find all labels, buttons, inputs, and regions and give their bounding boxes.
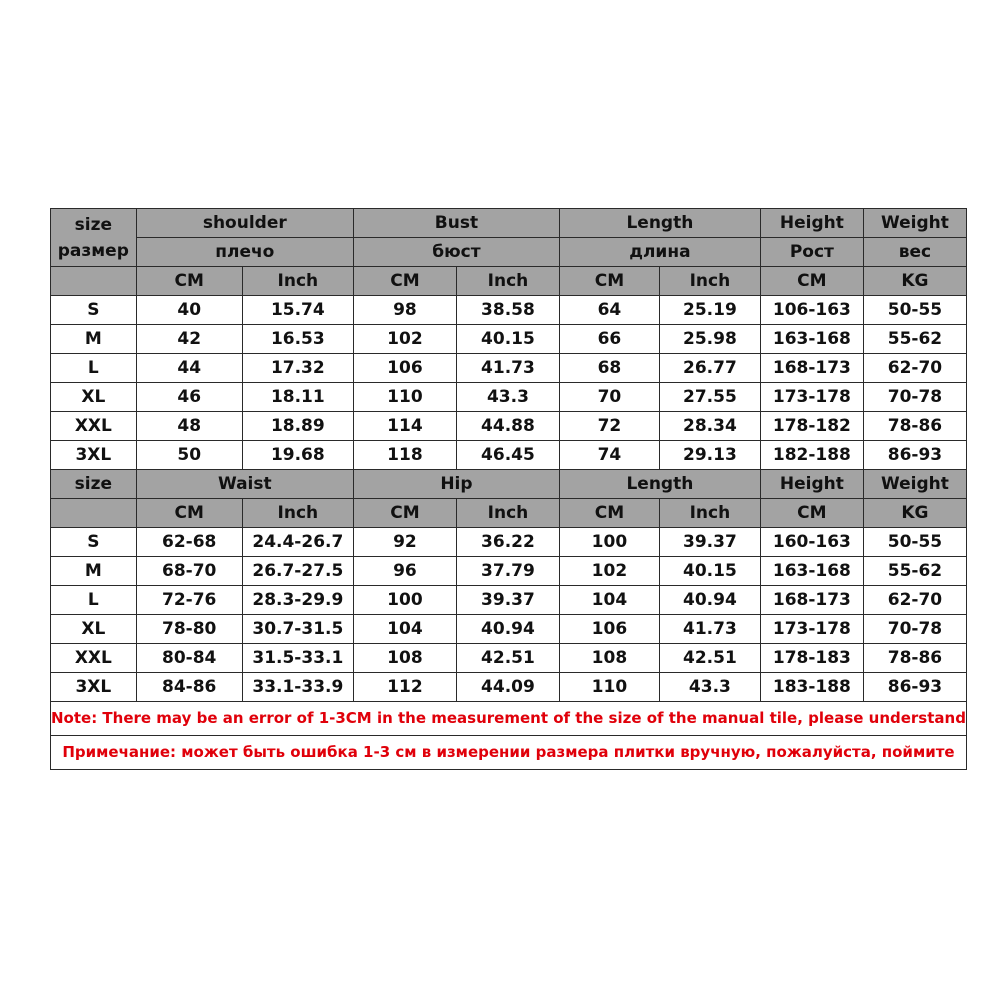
- measurement-cell: 163-168: [760, 557, 863, 586]
- size-cell: L: [51, 586, 137, 615]
- measurement-cell: 39.37: [456, 586, 559, 615]
- measurement-cell: 72: [559, 412, 659, 441]
- measurement-cell: 19.68: [242, 441, 353, 470]
- measurement-cell: 18.89: [242, 412, 353, 441]
- group-header-height: Height: [760, 470, 863, 499]
- unit-header-cell: Inch: [456, 267, 559, 296]
- measurement-cell: 183-188: [760, 673, 863, 702]
- measurement-cell: 50-55: [863, 296, 966, 325]
- measurement-cell: 104: [559, 586, 659, 615]
- top-header-row-en: [51, 209, 967, 238]
- bottom-header-row: [51, 470, 967, 499]
- measurement-cell: 44: [136, 354, 242, 383]
- size-cell: 3XL: [51, 673, 137, 702]
- group-header-bust: Bust: [353, 209, 559, 238]
- group-header-shoulder: shoulder: [136, 209, 353, 238]
- measurement-cell: 74: [559, 441, 659, 470]
- unit-header-cell: Inch: [242, 499, 353, 528]
- measurement-cell: 48: [136, 412, 242, 441]
- group-header-length-ru: длина: [559, 238, 760, 267]
- measurement-cell: 118: [353, 441, 456, 470]
- size-cell: M: [51, 325, 137, 354]
- note-ru: Примечание: может быть ошибка 1-3 см в измерении размера плитки вручную, пожалуйста, поймите: [51, 736, 967, 770]
- measurement-cell: 44.09: [456, 673, 559, 702]
- size-cell: XL: [51, 615, 137, 644]
- measurement-cell: 168-173: [760, 354, 863, 383]
- measurement-cell: 84-86: [136, 673, 242, 702]
- unit-header-cell: CM: [353, 267, 456, 296]
- measurement-cell: 106: [353, 354, 456, 383]
- measurement-cell: 50: [136, 441, 242, 470]
- measurement-cell: 168-173: [760, 586, 863, 615]
- measurement-cell: 36.22: [456, 528, 559, 557]
- size-label-ru: размер: [57, 240, 129, 261]
- measurement-cell: 43.3: [659, 673, 760, 702]
- size-cell: S: [51, 296, 137, 325]
- measurement-cell: 46.45: [456, 441, 559, 470]
- measurement-cell: 25.19: [659, 296, 760, 325]
- measurement-cell: 70-78: [863, 383, 966, 412]
- unit-header-cell: CM: [760, 267, 863, 296]
- size-label: size: [74, 214, 113, 235]
- size-row: [51, 412, 967, 441]
- size-row: [51, 296, 967, 325]
- measurement-cell: 62-70: [863, 586, 966, 615]
- group-header-weight: Weight: [863, 209, 966, 238]
- measurement-cell: 78-86: [863, 644, 966, 673]
- size-chart-body: [51, 209, 967, 296]
- measurement-cell: 26.77: [659, 354, 760, 383]
- note-en: Note: There may be an error of 1-3CM in the measurement of the size of the manual tile, please understand: [51, 702, 967, 736]
- measurement-cell: 78-86: [863, 412, 966, 441]
- measurement-cell: 38.58: [456, 296, 559, 325]
- measurement-cell: 70: [559, 383, 659, 412]
- group-header-hip: Hip: [353, 470, 559, 499]
- size-cell: M: [51, 557, 137, 586]
- measurement-cell: 46: [136, 383, 242, 412]
- measurement-cell: 25.98: [659, 325, 760, 354]
- unit-header-cell: KG: [863, 499, 966, 528]
- bottom-unit-row: [51, 499, 967, 528]
- measurement-cell: 40: [136, 296, 242, 325]
- measurement-cell: 18.11: [242, 383, 353, 412]
- group-header-waist: Waist: [136, 470, 353, 499]
- measurement-cell: 108: [353, 644, 456, 673]
- measurement-cell: 178-182: [760, 412, 863, 441]
- top-unit-size-blank: [51, 267, 137, 296]
- measurement-cell: 62-70: [863, 354, 966, 383]
- measurement-cell: 27.55: [659, 383, 760, 412]
- measurement-cell: 100: [559, 528, 659, 557]
- measurement-cell: 173-178: [760, 615, 863, 644]
- measurement-cell: 66: [559, 325, 659, 354]
- unit-header-cell: Inch: [659, 267, 760, 296]
- size-cell: XL: [51, 383, 137, 412]
- size-cell: XXL: [51, 644, 137, 673]
- measurement-cell: 173-178: [760, 383, 863, 412]
- measurement-cell: 102: [353, 325, 456, 354]
- measurement-cell: 96: [353, 557, 456, 586]
- measurement-cell: 92: [353, 528, 456, 557]
- measurement-cell: 50-55: [863, 528, 966, 557]
- measurement-cell: 16.53: [242, 325, 353, 354]
- measurement-cell: 70-78: [863, 615, 966, 644]
- measurement-cell: 37.79: [456, 557, 559, 586]
- measurement-cell: 68: [559, 354, 659, 383]
- bottom-size-label-cell: size: [51, 470, 137, 499]
- top-header-row-ru: [51, 238, 967, 267]
- size-row: [51, 673, 967, 702]
- measurement-cell: 55-62: [863, 325, 966, 354]
- measurement-cell: 106-163: [760, 296, 863, 325]
- measurement-cell: 80-84: [136, 644, 242, 673]
- measurement-cell: 78-80: [136, 615, 242, 644]
- measurement-cell: 40.15: [659, 557, 760, 586]
- measurement-cell: 64: [559, 296, 659, 325]
- measurement-cell: 114: [353, 412, 456, 441]
- size-row: [51, 528, 967, 557]
- measurement-cell: 62-68: [136, 528, 242, 557]
- measurement-cell: 41.73: [456, 354, 559, 383]
- measurement-cell: 41.73: [659, 615, 760, 644]
- size-row: [51, 615, 967, 644]
- top-size-label-cell: [51, 209, 137, 267]
- measurement-cell: 43.3: [456, 383, 559, 412]
- group-header-length: Length: [559, 209, 760, 238]
- note-row-ru: [51, 736, 967, 770]
- group-header-length: Length: [559, 470, 760, 499]
- unit-header-cell: CM: [760, 499, 863, 528]
- size-row: [51, 557, 967, 586]
- measurement-cell: 110: [559, 673, 659, 702]
- measurement-cell: 68-70: [136, 557, 242, 586]
- measurement-cell: 28.3-29.9: [242, 586, 353, 615]
- note-row-en: [51, 702, 967, 736]
- size-cell: XXL: [51, 412, 137, 441]
- measurement-cell: 160-163: [760, 528, 863, 557]
- measurement-cell: 40.15: [456, 325, 559, 354]
- top-unit-row: [51, 267, 967, 296]
- measurement-cell: 178-183: [760, 644, 863, 673]
- group-header-bust-ru: бюст: [353, 238, 559, 267]
- size-row: [51, 325, 967, 354]
- size-cell: S: [51, 528, 137, 557]
- measurement-cell: 86-93: [863, 441, 966, 470]
- unit-header-cell: Inch: [242, 267, 353, 296]
- measurement-cell: 33.1-33.9: [242, 673, 353, 702]
- bottom-unit-size-blank: [51, 499, 137, 528]
- measurement-cell: 98: [353, 296, 456, 325]
- group-header-height: Height: [760, 209, 863, 238]
- measurement-cell: 42: [136, 325, 242, 354]
- measurement-cell: 55-62: [863, 557, 966, 586]
- measurement-cell: 44.88: [456, 412, 559, 441]
- group-header-shoulder-ru: плечо: [136, 238, 353, 267]
- measurement-cell: 72-76: [136, 586, 242, 615]
- bottom-header-body: [51, 470, 967, 528]
- size-row: [51, 354, 967, 383]
- unit-header-cell: CM: [559, 499, 659, 528]
- measurement-cell: 28.34: [659, 412, 760, 441]
- size-row: [51, 441, 967, 470]
- measurement-cell: 30.7-31.5: [242, 615, 353, 644]
- unit-header-cell: CM: [353, 499, 456, 528]
- measurement-cell: 110: [353, 383, 456, 412]
- unit-header-cell: KG: [863, 267, 966, 296]
- size-chart-table: [50, 208, 967, 770]
- measurement-cell: 15.74: [242, 296, 353, 325]
- notes-body: [51, 702, 967, 770]
- measurement-cell: 40.94: [659, 586, 760, 615]
- measurement-cell: 24.4-26.7: [242, 528, 353, 557]
- group-header-height-ru: Рост: [760, 238, 863, 267]
- top-data-body: [51, 296, 967, 470]
- measurement-cell: 39.37: [659, 528, 760, 557]
- measurement-cell: 31.5-33.1: [242, 644, 353, 673]
- size-row: [51, 383, 967, 412]
- measurement-cell: 40.94: [456, 615, 559, 644]
- measurement-cell: 108: [559, 644, 659, 673]
- size-row: [51, 586, 967, 615]
- measurement-cell: 86-93: [863, 673, 966, 702]
- group-header-weight-ru: вес: [863, 238, 966, 267]
- measurement-cell: 26.7-27.5: [242, 557, 353, 586]
- measurement-cell: 42.51: [659, 644, 760, 673]
- group-header-weight: Weight: [863, 470, 966, 499]
- unit-header-cell: CM: [136, 499, 242, 528]
- measurement-cell: 102: [559, 557, 659, 586]
- size-cell: L: [51, 354, 137, 383]
- measurement-cell: 182-188: [760, 441, 863, 470]
- measurement-cell: 104: [353, 615, 456, 644]
- unit-header-cell: CM: [136, 267, 242, 296]
- size-cell: 3XL: [51, 441, 137, 470]
- unit-header-cell: Inch: [456, 499, 559, 528]
- size-row: [51, 644, 967, 673]
- measurement-cell: 112: [353, 673, 456, 702]
- measurement-cell: 163-168: [760, 325, 863, 354]
- unit-header-cell: Inch: [659, 499, 760, 528]
- measurement-cell: 100: [353, 586, 456, 615]
- measurement-cell: 29.13: [659, 441, 760, 470]
- measurement-cell: 17.32: [242, 354, 353, 383]
- measurement-cell: 106: [559, 615, 659, 644]
- measurement-cell: 42.51: [456, 644, 559, 673]
- unit-header-cell: CM: [559, 267, 659, 296]
- bottom-data-body: [51, 528, 967, 702]
